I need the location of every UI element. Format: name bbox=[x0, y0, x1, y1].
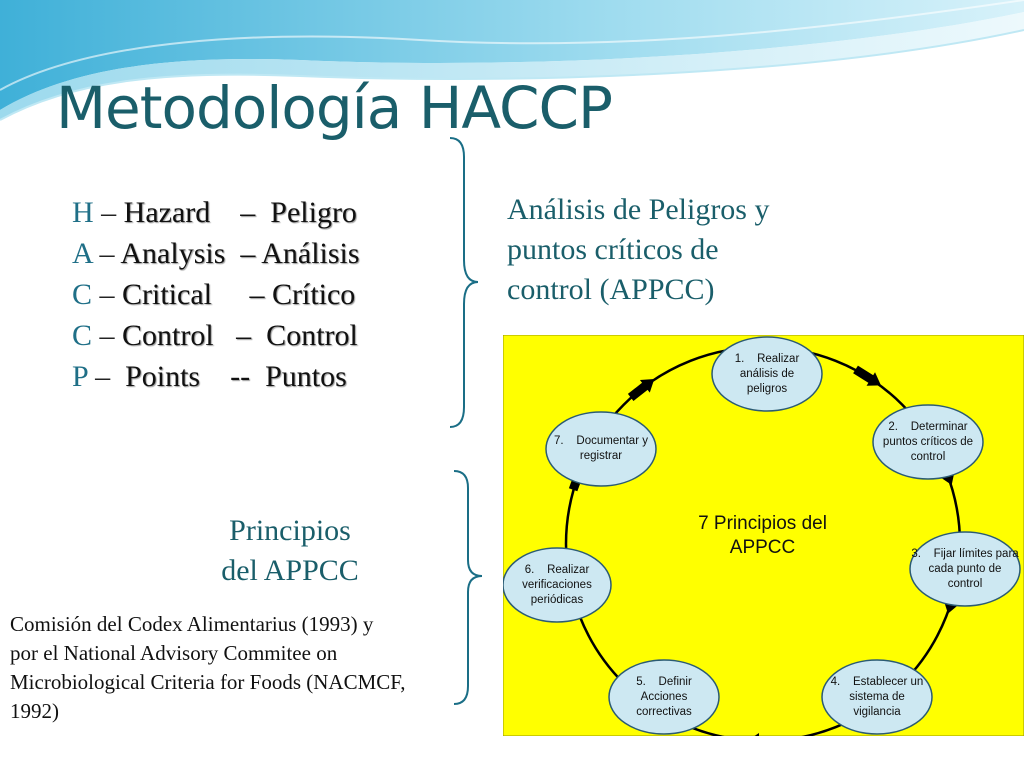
principle-label-line: 1. Realizar bbox=[734, 352, 800, 365]
acronym-dash: – bbox=[87, 360, 118, 393]
principle-label-line: Acciones bbox=[640, 690, 688, 703]
principios-heading-line: del APPCC bbox=[221, 554, 359, 587]
principle-label-4 bbox=[817, 675, 937, 720]
principle-label-6 bbox=[498, 563, 616, 608]
acronym-letter: P bbox=[72, 360, 88, 393]
appcc-heading bbox=[507, 190, 867, 310]
principle-label-line: control bbox=[910, 450, 946, 463]
principle-label-line: puntos críticos de bbox=[882, 435, 974, 448]
acronym-row-p bbox=[72, 356, 360, 397]
principle-label-line: 4. Establecer un bbox=[830, 675, 924, 688]
principios-heading-line: Principios bbox=[229, 514, 351, 547]
codex-note-line: Comisión del Codex Alimentarius (1993) y bbox=[10, 612, 374, 636]
center-label-line: APPCC bbox=[729, 537, 796, 558]
principle-label-3 bbox=[905, 547, 1024, 592]
appcc-heading-line: control (APPCC) bbox=[507, 273, 715, 306]
appcc-heading-line: Análisis de Peligros y bbox=[507, 193, 770, 226]
principle-label-line: control bbox=[947, 577, 983, 590]
codex-note-line: por el National Advisory Commitee on bbox=[10, 641, 338, 665]
principle-label-line: registrar bbox=[579, 450, 623, 462]
codex-note-line: Microbiological Criteria for Foods (NACMCF, bbox=[10, 670, 406, 694]
principle-label-2 bbox=[868, 420, 988, 465]
principle-label-1 bbox=[707, 352, 827, 397]
principios-heading bbox=[200, 511, 380, 591]
acronym-words: Points -- Puntos bbox=[117, 360, 347, 393]
acronym-letter: A bbox=[72, 237, 93, 270]
codex-note-line: 1992) bbox=[10, 699, 59, 723]
center-label-line: 7 Principios del bbox=[698, 513, 827, 534]
principle-label-line: sistema de bbox=[849, 690, 905, 703]
acronym-row-a bbox=[72, 233, 360, 274]
acronym-row-c2 bbox=[72, 315, 360, 356]
acronym-words: Control – Control bbox=[122, 319, 358, 352]
principle-label-5 bbox=[604, 675, 724, 720]
principle-label-line: cada punto de bbox=[928, 562, 1002, 575]
slide-title: Metodología HACCP bbox=[56, 74, 613, 142]
principle-label-line: 6. Realizar bbox=[524, 563, 590, 576]
principle-label-line: 5. Definir bbox=[636, 675, 692, 688]
principle-label-7 bbox=[541, 434, 661, 464]
principle-label-line: vigilancia bbox=[853, 705, 901, 718]
acronym-row-c1 bbox=[72, 274, 360, 315]
principle-label-line: correctivas bbox=[636, 705, 692, 718]
acronym-dash: – bbox=[92, 278, 123, 311]
acronym-words: Critical – Crítico bbox=[122, 278, 356, 311]
acronym-letter: C bbox=[72, 319, 93, 352]
principle-label-line: peligros bbox=[746, 382, 788, 395]
acronym-letter: C bbox=[72, 278, 93, 311]
acronym-list bbox=[72, 192, 360, 397]
principle-label-line: 3. Fijar límites para bbox=[911, 547, 1019, 560]
principle-label-line: 2. Determinar bbox=[888, 420, 968, 433]
appcc-heading-line: puntos críticos de bbox=[507, 233, 719, 266]
acronym-dash: – bbox=[92, 237, 121, 270]
diagram-center-label bbox=[650, 512, 875, 560]
acronym-dash: – bbox=[93, 196, 124, 229]
acronym-words: Hazard – Peligro bbox=[123, 196, 357, 229]
acronym-letter: H bbox=[72, 196, 94, 229]
acronym-dash: – bbox=[92, 319, 123, 352]
brace-top-icon bbox=[446, 135, 482, 430]
acronym-words: Analysis – Análisis bbox=[120, 237, 360, 270]
principle-label-line: 7. Documentar y bbox=[554, 435, 648, 447]
principle-label-line: análisis de bbox=[739, 367, 795, 380]
acronym-row-h bbox=[72, 192, 360, 233]
principle-label-line: periódicas bbox=[530, 593, 584, 606]
principle-label-line: verificaciones bbox=[522, 578, 592, 591]
codex-note bbox=[10, 610, 460, 726]
